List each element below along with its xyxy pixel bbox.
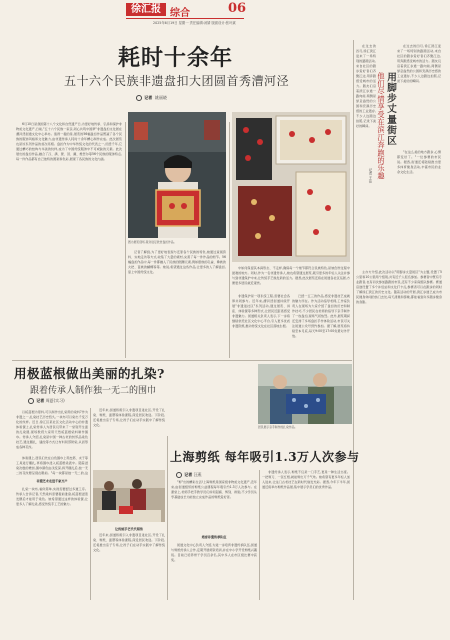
column-divider: [167, 436, 168, 600]
column-divider: [259, 470, 260, 600]
column-divider: [90, 408, 91, 600]
pen-icon: [136, 95, 142, 101]
newspaper-logo: 徐汇报: [126, 3, 166, 16]
column-divider: [229, 122, 230, 358]
article2-column-1: 以板蓝根为原料,可以制作出扎染用的染料?作为非遗之一,扎染技艺历史悠久,一块布可以染出千变万化的纹样。近日,徐汇区某社区文化活动中心的非遗体验课上,扎染传承人为居民们带来了一堂别开生面的扎染课,现场教授大家用天然板蓝根染料制作围巾。传承人介绍,扎染是中国一种古老的纺织品染色技艺,通过捆扎、缝绞等方式让布料局部防染,从而形成各种花纹。: [16, 410, 88, 449]
article1-column-1: 6月10日是我国第十八个文化和自然遗产日,为更好地传承、弘扬和保护非物质文化遗产,日前,"五十六个民族一家亲,同心共筑中国梦"非遗盘扣文化展在漕河泾街道文化中心举办。值得一提的是,展览的56幅盘扣作品既凝了各个民族的服饰风格和文化魅力,由非遗传承人耗时十余年精心制作完成。此次展览也是该系列作品的首次亮相。盘扣作为中华传统文化的代表之一,历经千年,它通过精巧的结构与华美的纹样,成为了中国传统服饰中不可或缺的元素。此次展出的盘扣作品,融合了汉、满、蒙、回、藏、维吾尔等56个民族的服饰特点,每一件作品都有自己独特的图案和色彩,展现了各民族的文化内涵。: [16, 122, 122, 161]
column-divider: [353, 40, 354, 600]
dateline: 2025年6月19日 星期一 责任编辑:汤婧 版面设计:张叶斌: [153, 21, 236, 25]
article3-column-3: 非遗传承人表示,剪纸不仅是一门手艺,更是一种生活态度。一把剪刀、一张红纸,就能剪出万千气象。她希望有更多年轻人加入进来,让这门古老技艺在新时代焕发光彩。据悉,今年下半年,街道还将举办剪纸作品展,集中展示学员们的优秀作品。: [262, 470, 350, 489]
article4-column-4: 主办方介绍,此次活动以"用脚步丈量街区"为主题,设置了5公里和10公里两个组别,共有近千人报名参加。参赛者中既有专业跑者,也有初次参加路跑的市民,还有不少家庭组队参赛。赛道沿途设置了多个补给站和文化打卡点,参赛者可以在跑步的同时了解徐汇滨江的历史文化。随着活动的开展,滨江步道已成为市民健身休闲的热门去处,每天清晨和傍晚,都能看到许多跑步健身的身影。: [356, 270, 442, 304]
article2-sub1-wrap: 非遗艺术走进千家万户: [36, 479, 68, 483]
article3-title: 上海剪纸 每年吸引1.3万人次参与: [170, 450, 360, 464]
article1-photo: [128, 112, 226, 238]
masthead-rule: [126, 18, 244, 19]
pen-icon: [28, 398, 34, 404]
article2-column-2: 体验课上,居民们先在白色围巾上用皮筋、夹子等工具进行捆扎,再将围巾浸入板蓝根染液中。随着浸染次数的增加,围巾颜色由浅变深,拆开捆扎后,独一无二的花纹便呈现在眼前。"每一块都是独一无二的,这: [16, 456, 88, 475]
article2-title: 用极蓝根做出美丽的扎染?: [14, 366, 165, 381]
article2-column-3: 扎染一块布,看似简单,实则需要经过多道工序。传承人告诉记者,天然染料需要提前准备,板蓝根浸泡发酵后才能用于染色。她希望通过这样的体验课,让更多人了解扎染,感受传统手工艺的魅力。: [16, 487, 88, 506]
article2-subtitle: 跟着传承人制作独一无二的围巾: [30, 386, 157, 396]
article4-column-3: "在这么美的地方跑步,心情都变好了。"一位参赛的市民说。据悉,街道还将陆续推出更多体育健身活动,丰富市民的业余文化生活。: [397, 150, 441, 174]
article3-byline: 记者 汪燕: [176, 472, 202, 478]
column-divider: [125, 122, 126, 358]
article2-column-4: 近年来,街道积极引入非遗项目进社区,开设了扎染、剪纸、面塑等体验课程,深受居民欢迎。下阶段,还将推出亲子专场,让孩子们在动手实践中了解传统文化。: [93, 408, 165, 427]
article3-sub-wrap: 培育非遗传承队伍: [201, 535, 227, 539]
article1-subtitle: 五十六个民族非遗盘扣大团圆首秀漕河泾: [64, 74, 290, 88]
article4-byline: 记者 王沁: [368, 168, 372, 183]
article4-title-black: 用脚步丈量街区: [385, 72, 396, 147]
article3-column-2: 街道文化中心负责人介绍,为进一步培育非遗传承队伍,街道与剪纸传承人合作,定期开展师资培训,并在中小学开设剪纸兴趣班。目前已培养骨干学员百余名,其中多人在市区级比赛中获奖。: [171, 543, 257, 562]
article1-byline: 记者 姚丽晓: [136, 95, 167, 101]
article1-title: 耗时十余年: [118, 45, 234, 71]
article1-column-5: 非遗保护是一项系统工程,需要社会各界共同参与。近年来,漕河泾街道持续开展"非遗进社区"系列活动,通过展览、讲座、体验课等多种形式,让居民近距离感受非遗魅力。街道相关负责人表示,下一步将继续依托社区文化中心平台,引入更多优质非遗资源,推动传统文化在社区落地生根。: [232, 294, 290, 328]
article1-photo-2: [232, 112, 350, 262]
page-number: 06: [228, 1, 247, 16]
article3-photo: [93, 470, 165, 522]
article4-title-red: 他们尽情享受在滨江奔跑的乐趣: [377, 72, 386, 180]
article1-column-3: 记者了解到,为了更好地表现与还原各个民族的特色,她通过查阅资料、实地走访等方式,收集了大量的素材,完善了每一件作品的细节。56幅盘扣作品中,每一件都融入了民族的图腾元素,例如傣族的孔雀、彝族的火把、苗族的蝴蝶等等。她说,希望通过这些作品,让更多的人了解盘扣,爱上中国传统文化。: [128, 250, 226, 274]
article2-byline: 记者 周夏(实习): [28, 398, 65, 404]
article1-column-6: 已经一五三的作品,感受非遗技艺成就的魅力所在。作为活动指导老师,工作室负责人在现场为大家介绍了盘扣的历史和制作技巧,不少居民在老师的指导下亲手制作了一枚盘扣,现场气氛热烈。此外,展览期间还安排了多场盘扣手作体验活动,市民可关注街道公众号预约参加。据了解,展览将持续至本月底,每天9:00至17:00免费对外开放。: [292, 294, 350, 338]
article3-column-1: "剪"出的精彩生活!上海剪纸是国家级非物质文化遗产,近年来,由街道组织的剪纸公益课程每年吸引约1.3万人次参与。在课堂上,老师手把手教学员们如何起稿、剪刻、拼贴,不少学员从零基础成长为能独立完成作品的剪纸爱好者。: [171, 480, 257, 499]
section-divider: [12, 360, 352, 361]
article1-photo-caption: 图为展览现场,观众驻足欣赏盘扣作品。: [128, 240, 177, 244]
article1-column-4: 中如何保留其本真形态、不走样,确保每一个细节都符合民族特色,是她创作过程中最难的地方。同时,作为一名非遗传承人,她也希望通过展览,吸引更多的年轻人关注并参与到非遗保护中来,让传统手艺焕发新的活力。据悉,此次展览还将在街道各社区巡展,方便更多居民就近观赏。: [232, 266, 350, 285]
pen-icon: [176, 472, 182, 478]
article4-column-1: 在过去的四月,徐汇滨江迎来了一场特别的路跑活动,来自社区的跑步爱好者们齐聚江边,用奔跑感受城市的活力。跑友们沿着滨江步道一路向前,两侧是绿意盎然的公园和充满历史感的工业遗存,不少人边跑边拍照,记录下美好的瞬间。: [356, 44, 376, 128]
article2-photo-caption: 居民展示亲手制作的扎染作品。: [258, 425, 298, 429]
article2-sub2-wrap: 让传统手艺代代相传 近年来,街道积极引入非遗项目进社区,开设了扎染、剪纸、面塑等体验课程,深受居民欢迎。下阶段,还将推出亲子专场,让孩子们在动手实践中了解传统文化。: [93, 527, 165, 552]
section-name: 综合: [170, 8, 190, 19]
article2-photo: [258, 364, 352, 424]
article4-column-2: 在过去的四月,徐汇滨江迎来了一场特别的路跑活动,来自社区的跑步爱好者们齐聚江边,用奔跑感受城市的活力。跑友们沿着滨江步道一路向前,两侧是绿意盎然的公园和充满历史感的工业遗存,不少人边跑边拍照,记录下美好的瞬间。: [397, 44, 441, 83]
